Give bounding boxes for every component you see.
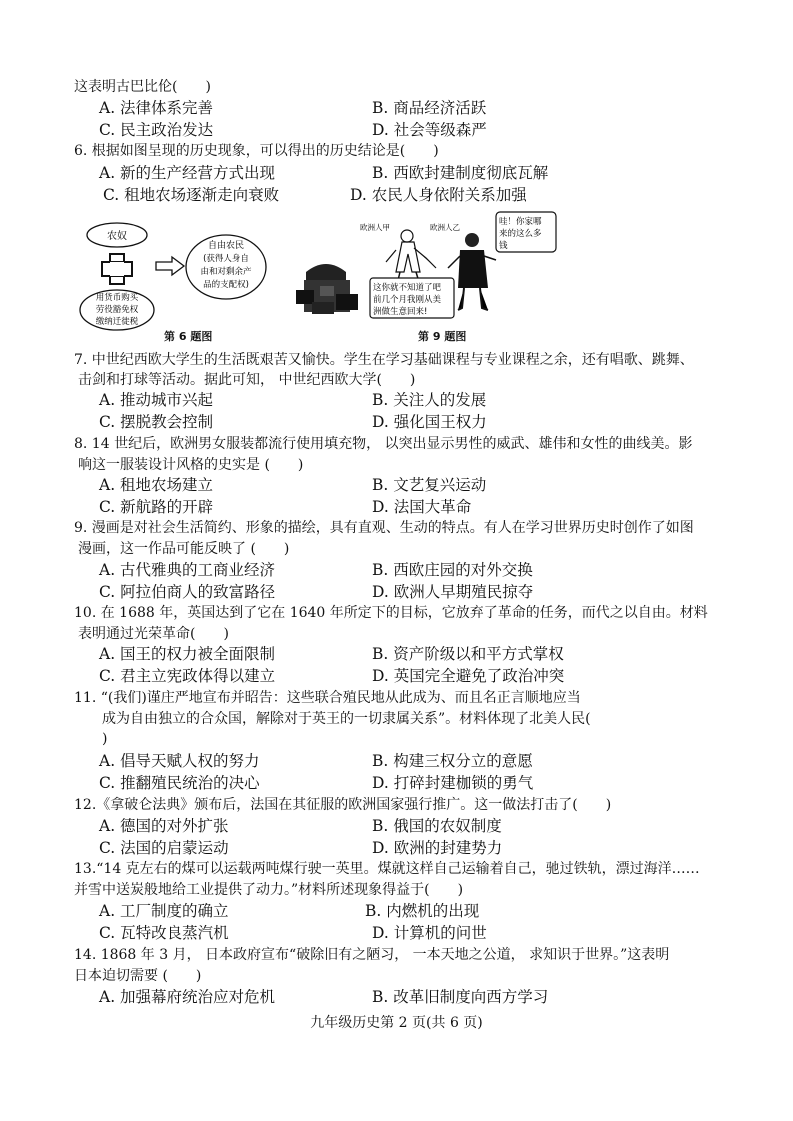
fig9-bubble-b-line3: 钱 bbox=[499, 241, 508, 251]
q12-stem: 12.《拿破仑法典》颁布后，法国在其征服的欧洲国家强行推广。这一做法打击了( ) bbox=[74, 797, 612, 813]
q11-stem-line1: 11. “(我们)谨庄严地宣布并昭告：这些联合殖民地从此成为、而且名正言顺地应当 bbox=[74, 690, 581, 706]
q5-option-a: A. 法律体系完善 bbox=[99, 99, 214, 117]
q10-stem-line1: 10. 在 1688 年，英国达到了它在 1640 年所定下的目标，它放弃了革命的任务，而代之以自由。材料 bbox=[74, 605, 708, 621]
q14-option-a: A. 加强幕府统治应对危机 bbox=[99, 988, 276, 1006]
q11-option-a: A. 倡导天赋人权的努力 bbox=[99, 752, 260, 770]
q11-option-d: D. 打碎封建枷锁的勇气 bbox=[372, 774, 534, 792]
q11-stem-line3: ) bbox=[102, 731, 108, 747]
fig9-person-a-label: 欧洲人甲 bbox=[360, 223, 390, 232]
q8-option-a: A. 租地农场建立 bbox=[99, 476, 214, 494]
q5-option-b: B. 商品经济活跃 bbox=[372, 99, 487, 117]
q6-option-c: C. 租地农场逐渐走向衰败 bbox=[103, 186, 280, 204]
page-footer: 九年级历史第 2 页(共 6 页) bbox=[310, 1015, 483, 1031]
q7-option-b: B. 关注人的发展 bbox=[372, 391, 487, 409]
q9-stem-line2: 漫画，这一作品可能反映了 ( ) bbox=[78, 541, 290, 557]
q13-option-d: D. 计算机的问世 bbox=[372, 924, 487, 942]
fig6-serf-label: 农奴 bbox=[107, 231, 127, 242]
q11-option-c: C. 推翻殖民统治的决心 bbox=[99, 774, 260, 792]
fig9-person-b-label: 欧洲人乙 bbox=[430, 223, 460, 232]
q12-option-a: A. 德国的对外扩张 bbox=[99, 817, 229, 835]
fig9-chest-lid bbox=[306, 264, 346, 280]
q10-option-b: B. 资产阶级以和平方式掌权 bbox=[372, 645, 564, 663]
fig9-caption: 第 9 题图 bbox=[418, 330, 467, 343]
q8-option-d: D. 法国大革命 bbox=[372, 498, 472, 516]
q14-option-b: B. 改革旧制度向西方学习 bbox=[372, 988, 549, 1006]
fig6-free-line4: 品的支配权) bbox=[203, 280, 249, 290]
q7-option-d: D. 强化国王权力 bbox=[372, 413, 487, 431]
q11-stem-line2: 成为自由独立的合众国，解除对于英王的一切隶属关系”。材料体现了北美人民( bbox=[102, 711, 591, 727]
fig6-pay-line2: 劳役豁免权 bbox=[95, 305, 139, 315]
q9-option-c: C. 阿拉伯商人的致富路径 bbox=[99, 583, 276, 601]
q10-option-d: D. 英国完全避免了政治冲突 bbox=[372, 667, 565, 685]
q10-stem-line2: 表明通过光荣革命( ) bbox=[78, 626, 229, 642]
fig9-bubble-a-line3: 洲做生意回来! bbox=[373, 307, 428, 317]
fig9-bubble-a-line2: 前几个月我刚从美 bbox=[373, 295, 442, 305]
q7-option-c: C. 摆脱教会控制 bbox=[99, 413, 214, 431]
q13-stem-line1: 13.“14 克左右的煤可以运载两吨煤行驶一英里。煤就这样自己运输着自己，驰过铁轨，漂过海洋…… bbox=[74, 861, 700, 877]
fig6-pay-line3: 缴纳迁徙税 bbox=[95, 317, 139, 327]
q12-option-d: D. 欧洲的封建势力 bbox=[372, 839, 503, 857]
q14-stem-line1: 14. 1868 年 3 月， 日本政府宣布“破除旧有之陋习， 一本天地之公道， 求知识于世界。”这表明 bbox=[74, 947, 670, 963]
q8-option-c: C. 新航路的开辟 bbox=[99, 498, 214, 516]
q5-option-d: D. 社会等级森严 bbox=[372, 121, 487, 139]
fig6-free-line2: (获得人身自 bbox=[203, 254, 249, 264]
q10-option-a: A. 国王的权力被全面限制 bbox=[99, 645, 276, 663]
fig9-bubble-b-line1: 哇！你家哪 bbox=[499, 217, 542, 227]
figure-6-diagram bbox=[74, 210, 594, 346]
q6-option-a: A. 新的生产经营方式出现 bbox=[99, 164, 276, 182]
q6-option-b: B. 西欧封建制度彻底瓦解 bbox=[372, 164, 549, 182]
q9-option-a: A. 古代雅典的工商业经济 bbox=[99, 561, 276, 579]
q8-option-b: B. 文艺复兴运动 bbox=[372, 476, 487, 494]
q13-option-c: C. 瓦特改良蒸汽机 bbox=[99, 924, 229, 942]
q13-stem-line2: 并雪中送炭般地给工业提供了动力。”材料所述现象得益于( ) bbox=[74, 882, 464, 898]
q7-option-a: A. 推动城市兴起 bbox=[99, 391, 214, 409]
q13-option-b: B. 内燃机的出现 bbox=[365, 902, 480, 920]
q10-option-c: C. 君主立宪政体得以建立 bbox=[99, 667, 276, 685]
q12-option-c: C. 法国的启蒙运动 bbox=[99, 839, 229, 857]
fig6-caption: 第 6 题图 bbox=[164, 330, 213, 343]
fig6-free-line1: 自由农民 bbox=[207, 241, 245, 251]
q6-option-d: D. 农民人身依附关系加强 bbox=[350, 186, 527, 204]
q8-stem-line1: 8. 14 世纪后，欧洲男女服装都流行使用填充物， 以突出显示男性的威武、雄伟和女性的曲线美。影 bbox=[74, 436, 693, 452]
fig6-free-line3: 由和对剩余产 bbox=[200, 267, 252, 277]
figures-area bbox=[74, 210, 594, 346]
q12-option-b: B. 俄国的农奴制度 bbox=[372, 817, 502, 835]
q9-option-d: D. 欧洲人早期殖民掠夺 bbox=[372, 583, 534, 601]
q6-stem: 6. 根据如图呈现的历史现象，可以得出的历史结论是( ) bbox=[74, 143, 439, 159]
fig6-arrow bbox=[156, 257, 184, 275]
fig6-pay-line1: 用货币购买 bbox=[95, 293, 139, 303]
q9-stem-line1: 9. 漫画是对社会生活简约、形象的描绘，具有直观、生动的特点。有人在学习世界历史时创作了如图 bbox=[74, 520, 694, 536]
q9-option-b: B. 西欧庄园的对外交换 bbox=[372, 561, 533, 579]
q11-option-b: B. 构建三权分立的意愿 bbox=[372, 752, 533, 770]
fig6-plus-center bbox=[110, 262, 124, 276]
q8-stem-line2: 响这一服装设计风格的史实是 ( ) bbox=[78, 457, 304, 473]
fig9-bubble-a-line1: 这你就不知道了吧 bbox=[373, 283, 442, 293]
q7-stem-line1: 7. 中世纪西欧大学生的生活既艰苦又愉快。学生在学习基础课程与专业课程之余，还有唱歌、跳舞、 bbox=[74, 352, 694, 368]
q5-option-c: C. 民主政治发达 bbox=[99, 121, 214, 139]
q13-option-a: A. 工厂制度的确立 bbox=[99, 902, 229, 920]
fig9-cartoon bbox=[296, 212, 556, 318]
q5-stem: 这表明古巴比伦( ) bbox=[74, 79, 211, 95]
fig9-bubble-b-line2: 来的这么多 bbox=[499, 229, 542, 239]
q7-stem-line2: 击剑和打球等活动。据此可知， 中世纪西欧大学( ) bbox=[78, 372, 416, 388]
q14-stem-line2: 日本迫切需要 ( ) bbox=[74, 968, 202, 984]
